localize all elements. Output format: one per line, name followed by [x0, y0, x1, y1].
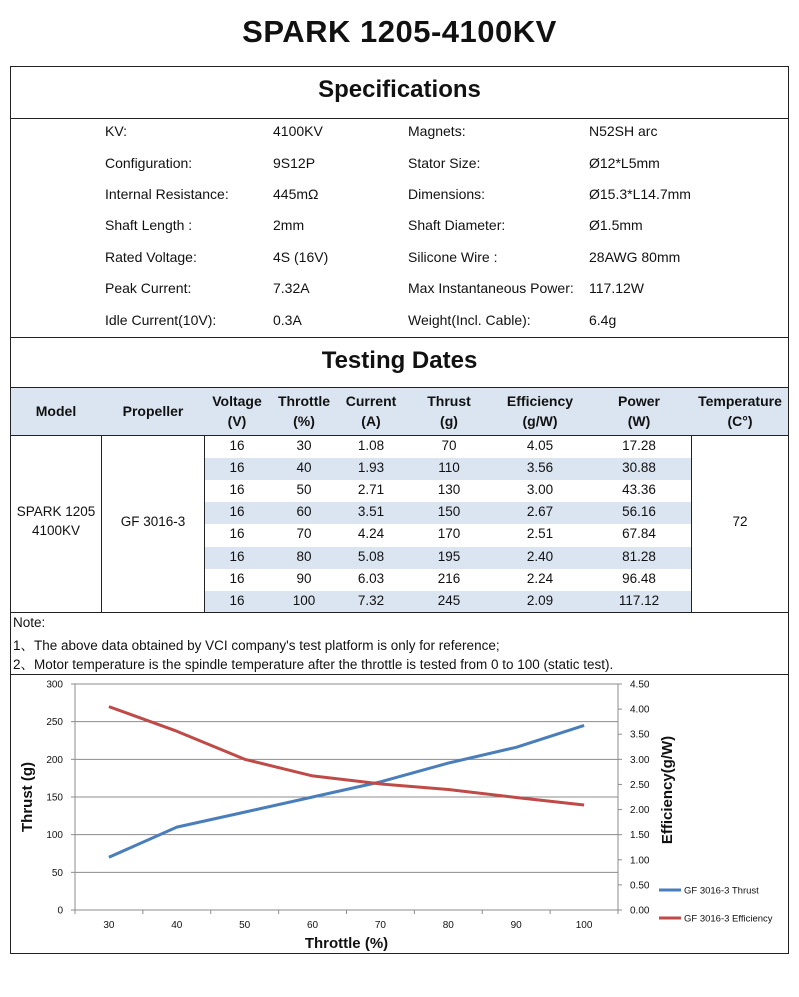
y-tick-label: 150 [46, 792, 63, 804]
column-header-unit: (A) [361, 413, 381, 429]
y-tick-label: 250 [46, 717, 63, 729]
table-cell: 3.00 [526, 482, 554, 498]
model-name: SPARK 1205 [16, 504, 96, 519]
temperature-value: 72 [732, 514, 748, 529]
spec-value: 2mm [273, 217, 305, 233]
note-item: 2、Motor temperature is the spindle temperature after the throttle is tested from 0 to 100 (static test). [13, 657, 614, 672]
model-kv: 4100KV [31, 523, 81, 538]
y2-tick-label: 3.00 [630, 754, 650, 766]
table-cell: 16 [229, 548, 245, 564]
table-cell: 110 [438, 460, 460, 476]
table-cell: 170 [437, 526, 461, 542]
table-cell: 4.24 [357, 526, 385, 542]
column-header-title: Power [617, 393, 660, 409]
page-title: SPARK 1205-4100KV [242, 14, 557, 49]
table-cell: 2.40 [526, 548, 554, 564]
spec-label: KV: [105, 123, 128, 139]
table-cell: 30 [296, 438, 312, 453]
spec-value: 9S12P [273, 155, 316, 171]
spec-label: Silicone Wire : [408, 249, 498, 265]
table-cell: 117.12 [618, 592, 660, 608]
y-tick-label: 50 [51, 867, 63, 879]
spec-value: N52SH arc [589, 123, 658, 139]
table-cell: 56.16 [622, 504, 656, 520]
table-cell: 81.28 [622, 548, 656, 564]
column-header-unit: (V) [227, 413, 247, 429]
table-cell: 67.84 [622, 526, 656, 542]
x-tick-label: 30 [103, 920, 115, 931]
column-header-title: Propeller [122, 403, 184, 419]
table-cell: 96.48 [622, 570, 656, 586]
y2-axis-title: Efficiency(g/W) [659, 735, 676, 845]
x-tick-label: 40 [171, 920, 183, 931]
spec-label: Idle Current(10V): [105, 312, 217, 328]
table-cell: 2.24 [526, 570, 554, 586]
table-cell: 4.05 [526, 438, 554, 453]
table-cell: 16 [229, 526, 245, 542]
table-cell: 216 [437, 570, 461, 586]
table-cell: 16 [229, 438, 245, 453]
table-cell: 2.09 [526, 592, 554, 608]
spec-value: 28AWG 80mm [589, 249, 681, 265]
table-cell: 16 [229, 504, 245, 520]
spec-label: Configuration: [105, 155, 193, 171]
column-header-title: Temperature [698, 393, 782, 409]
table-cell: 17.28 [622, 438, 656, 453]
column-header-title: Voltage [212, 393, 262, 409]
y2-tick-label: 4.00 [630, 704, 650, 716]
table-cell: 195 [437, 548, 461, 564]
spec-value: 4S (16V) [273, 249, 329, 265]
table-cell: 1.93 [357, 460, 385, 476]
spec-label: Shaft Length : [105, 217, 193, 233]
table-cell: 100 [292, 592, 316, 608]
column-header-title: Thrust [427, 393, 471, 409]
column-header-unit: (g) [440, 413, 458, 429]
x-axis-title: Throttle (%) [304, 935, 389, 952]
legend-label: GF 3016-3 Efficiency [684, 913, 773, 925]
column-header-title: Model [35, 403, 77, 419]
spec-label: Shaft Diameter: [408, 217, 506, 233]
y-tick-label: 300 [46, 679, 63, 691]
y2-tick-label: 1.50 [630, 830, 650, 842]
spec-value: Ø12*L5mm [589, 155, 660, 171]
spec-value: 7.32A [273, 280, 310, 296]
table-cell: 70 [296, 526, 312, 542]
table-cell: 2.67 [526, 504, 554, 520]
table-cell: 30.88 [622, 460, 656, 476]
table-cell: 16 [229, 570, 245, 586]
x-tick-label: 60 [307, 920, 319, 931]
table-cell: 2.51 [526, 526, 554, 542]
spec-value: 6.4g [589, 312, 617, 328]
column-header-title: Throttle [277, 393, 331, 409]
x-tick-label: 50 [239, 920, 251, 931]
column-header-unit: (W) [627, 413, 651, 429]
note-item: 1、The above data obtained by VCI company's test platform is only for reference; [13, 638, 500, 653]
spec-value: 0.3A [273, 312, 302, 328]
table-cell: 3.51 [357, 504, 385, 520]
note-heading: Note: [13, 615, 46, 630]
x-tick-label: 90 [510, 920, 522, 931]
table-cell: 50 [296, 482, 312, 498]
specifications-heading: Specifications [318, 76, 481, 103]
spec-label: Peak Current: [105, 280, 192, 296]
table-cell: 16 [229, 482, 245, 498]
table-cell: 2.71 [357, 482, 385, 498]
y2-tick-label: 2.50 [630, 779, 650, 791]
y-axis-title: Thrust (g) [19, 762, 36, 832]
spec-label: Weight(Incl. Cable): [408, 312, 531, 328]
y2-tick-label: 0.00 [630, 905, 650, 917]
table-cell: 150 [437, 504, 461, 520]
spec-label: Internal Resistance: [105, 186, 229, 202]
spec-label: Dimensions: [408, 186, 486, 202]
table-cell: 16 [229, 592, 245, 608]
table-cell: 130 [437, 482, 461, 498]
y2-tick-label: 0.50 [630, 880, 650, 892]
x-tick-label: 70 [374, 920, 386, 931]
y2-tick-label: 1.00 [630, 855, 650, 867]
spec-value: Ø1.5mm [589, 217, 643, 233]
spec-label: Rated Voltage: [105, 249, 197, 265]
table-cell: 5.08 [357, 548, 385, 564]
table-cell: 40 [296, 460, 312, 476]
table-cell: 6.03 [357, 570, 385, 586]
table-cell: 3.56 [526, 460, 554, 476]
table-cell: 60 [296, 504, 312, 520]
x-tick-label: 80 [442, 920, 454, 931]
table-cell: 1.08 [357, 438, 385, 453]
table-cell: 70 [441, 438, 457, 453]
spec-value: Ø15.3*L14.7mm [589, 186, 691, 202]
y2-tick-label: 4.50 [630, 679, 650, 691]
column-header-unit: (g/W) [522, 413, 558, 429]
column-header-unit: (%) [293, 413, 315, 429]
y2-tick-label: 2.00 [630, 805, 650, 817]
y-tick-label: 100 [46, 830, 63, 842]
spec-value: 4100KV [273, 123, 323, 139]
spec-label: Stator Size: [408, 155, 481, 171]
spec-value: 445mΩ [273, 186, 319, 202]
table-cell: 43.36 [622, 482, 656, 498]
spec-label: Max Instantaneous Power: [408, 280, 574, 296]
table-cell: 7.32 [357, 592, 385, 608]
column-header-title: Current [345, 393, 397, 409]
spec-label: Magnets: [408, 123, 466, 139]
table-cell: 16 [229, 460, 245, 476]
table-cell: 90 [296, 570, 312, 586]
legend-label: GF 3016-3 Thrust [684, 885, 759, 897]
series-line-thrust [109, 725, 584, 857]
x-tick-label: 100 [575, 920, 593, 931]
column-header-unit: (C°) [727, 413, 753, 429]
y-tick-label: 0 [57, 905, 63, 917]
table-cell: 80 [296, 548, 312, 564]
y-tick-label: 200 [46, 754, 63, 766]
propeller-name: GF 3016-3 [120, 514, 186, 529]
y2-tick-label: 3.50 [630, 729, 650, 741]
testing-heading: Testing Dates [321, 347, 478, 374]
spec-value: 117.12W [589, 280, 644, 296]
column-header-title: Efficiency [506, 393, 574, 409]
table-cell: 245 [437, 592, 461, 608]
